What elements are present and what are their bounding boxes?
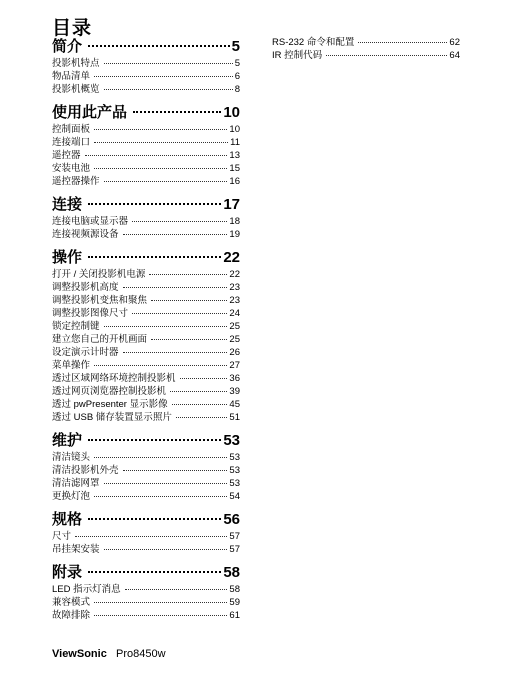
page-number: 57	[229, 531, 240, 542]
section-heading[interactable]	[52, 194, 240, 215]
section-title: 使用此产品	[52, 104, 128, 121]
toc-entry[interactable]	[52, 490, 240, 503]
entry-title: 故障排除	[52, 610, 91, 621]
page-number: 6	[234, 71, 240, 82]
footer-model: Pro8450w	[116, 648, 166, 660]
page-number: 27	[229, 360, 240, 371]
dot-leader	[94, 496, 227, 497]
dot-leader	[149, 274, 227, 275]
section-heading[interactable]	[52, 36, 240, 57]
entry-title: 物品清单	[52, 71, 91, 82]
section-heading[interactable]	[52, 430, 240, 451]
dot-leader	[94, 365, 227, 366]
dot-leader	[88, 439, 221, 441]
toc-entry[interactable]	[52, 175, 240, 188]
page-number: 10	[229, 124, 240, 135]
entry-title: 透过 pwPresenter 显示影像	[52, 399, 168, 410]
entry-title: 遥控器	[52, 150, 81, 161]
toc-entry[interactable]	[52, 215, 240, 228]
entry-title: 遥控器操作	[52, 176, 100, 187]
dot-leader	[133, 111, 221, 113]
dot-leader	[104, 89, 233, 90]
entry-title: 清洁镜头	[52, 452, 91, 463]
page-number: 39	[229, 386, 240, 397]
toc-entry[interactable]	[52, 294, 240, 307]
dot-leader	[358, 42, 447, 43]
page-number: 23	[229, 295, 240, 306]
footer-brand: ViewSonic	[52, 648, 107, 660]
entry-title: 吊挂架安装	[52, 544, 100, 555]
entry-title: 调整投影机高度	[52, 282, 119, 293]
toc-section	[52, 194, 240, 241]
page-number: 62	[449, 37, 460, 48]
entry-title: 透过网页浏览器控制投影机	[52, 386, 167, 397]
section-heading[interactable]	[52, 509, 240, 530]
toc-entry[interactable]	[52, 268, 240, 281]
page-number: 36	[229, 373, 240, 384]
entry-title: 连接电脑或显示器	[52, 216, 129, 227]
page-number: 45	[229, 399, 240, 410]
page-number: 15	[229, 163, 240, 174]
entry-title: 连接端口	[52, 137, 91, 148]
entry-title: 透过 USB 储存装置显示照片	[52, 412, 172, 423]
dot-leader	[123, 352, 228, 353]
page-number: 53	[229, 478, 240, 489]
toc-entry[interactable]	[52, 609, 240, 622]
toc-entry[interactable]	[52, 228, 240, 241]
section-title: 操作	[52, 249, 83, 266]
toc-section	[52, 509, 240, 556]
entry-title: 控制面板	[52, 124, 91, 135]
dot-leader	[88, 45, 230, 47]
toc-entry[interactable]	[52, 359, 240, 372]
entry-title: 尺寸	[52, 531, 72, 542]
toc-left-column	[52, 36, 240, 628]
dot-leader	[88, 571, 221, 573]
section-title: 规格	[52, 511, 83, 528]
entry-title: 锁定控制键	[52, 321, 100, 332]
toc-entry[interactable]	[52, 385, 240, 398]
entry-title: IR 控制代码	[272, 50, 323, 61]
toc-section	[52, 562, 240, 622]
dot-leader	[85, 155, 228, 156]
dot-leader	[94, 142, 228, 143]
toc-entry[interactable]	[52, 346, 240, 359]
toc-right-column	[272, 36, 460, 62]
dot-leader	[104, 326, 228, 327]
dot-leader	[94, 602, 227, 603]
toc-entry[interactable]	[52, 583, 240, 596]
page-number: 22	[223, 249, 240, 266]
page-number: 25	[229, 334, 240, 345]
entry-title: 建立您自己的开机画面	[52, 334, 148, 345]
dot-leader	[326, 55, 447, 56]
dot-leader	[151, 300, 227, 301]
entry-title: 投影机特点	[52, 58, 100, 69]
toc-entry[interactable]	[52, 477, 240, 490]
dot-leader	[176, 417, 228, 418]
toc-entry[interactable]	[52, 596, 240, 609]
page-number: 51	[229, 412, 240, 423]
page-number: 59	[229, 597, 240, 608]
section-heading[interactable]	[52, 102, 240, 123]
entry-title: 透过区域网络环境控制投影机	[52, 373, 176, 384]
dot-leader	[94, 76, 233, 77]
dot-leader	[88, 203, 221, 205]
page-number: 5	[234, 58, 240, 69]
section-title: 连接	[52, 196, 83, 213]
toc-entry[interactable]	[272, 36, 460, 49]
toc-section	[52, 430, 240, 503]
toc-entry[interactable]	[272, 49, 460, 62]
page-number: 16	[229, 176, 240, 187]
page-number: 58	[229, 584, 240, 595]
entry-title: 调整投影机变焦和聚焦	[52, 295, 148, 306]
toc-entry[interactable]	[52, 70, 240, 83]
dot-leader	[172, 404, 228, 405]
dot-leader	[123, 234, 228, 235]
toc-entry[interactable]	[52, 320, 240, 333]
toc-entry[interactable]	[52, 307, 240, 320]
page-number: 8	[234, 84, 240, 95]
toc-entry[interactable]	[52, 83, 240, 96]
dot-leader	[104, 549, 228, 550]
page-number: 26	[229, 347, 240, 358]
entry-title: 菜单操作	[52, 360, 91, 371]
entry-title: 投影机概览	[52, 84, 100, 95]
page-number: 61	[229, 610, 240, 621]
section-title: 简介	[52, 38, 83, 55]
entry-title: RS-232 命令和配置	[272, 37, 355, 48]
page-number: 19	[229, 229, 240, 240]
toc-entry[interactable]	[52, 411, 240, 424]
dot-leader	[88, 256, 221, 258]
toc-entry[interactable]	[52, 543, 240, 556]
toc-entry[interactable]	[52, 149, 240, 162]
toc-entry[interactable]	[52, 451, 240, 464]
dot-leader	[104, 181, 228, 182]
dot-leader	[94, 457, 227, 458]
page-number: 13	[229, 150, 240, 161]
page-number: 64	[449, 50, 460, 61]
section-heading[interactable]	[52, 562, 240, 583]
page-number: 5	[231, 38, 240, 55]
toc-entry[interactable]	[52, 162, 240, 175]
entry-title: 安装电池	[52, 163, 91, 174]
page-number: 58	[223, 564, 240, 581]
page-number: 24	[229, 308, 240, 319]
page-number: 10	[223, 104, 240, 121]
dot-leader	[88, 518, 221, 520]
page-number: 54	[229, 491, 240, 502]
entry-title: 调整投影图像尺寸	[52, 308, 129, 319]
dot-leader	[132, 221, 227, 222]
dot-leader	[123, 287, 228, 288]
page-number: 23	[229, 282, 240, 293]
page-number: 57	[229, 544, 240, 555]
dot-leader	[104, 63, 233, 64]
page-number: 53	[223, 432, 240, 449]
dot-leader	[180, 378, 228, 379]
page-number: 53	[229, 465, 240, 476]
entry-title: 清洁滤网罩	[52, 478, 100, 489]
entry-title: 兼容模式	[52, 597, 91, 608]
toc-entry[interactable]	[52, 398, 240, 411]
toc-entry[interactable]	[52, 464, 240, 477]
toc-section	[52, 102, 240, 188]
entry-title: 设定演示计时器	[52, 347, 119, 358]
dot-leader	[75, 536, 227, 537]
dot-leader	[151, 339, 227, 340]
page-number: 56	[223, 511, 240, 528]
page-title: 目录	[52, 18, 93, 39]
page-number: 22	[229, 269, 240, 280]
page-number: 18	[229, 216, 240, 227]
dot-leader	[104, 483, 228, 484]
footer	[52, 648, 166, 660]
page-number: 17	[223, 196, 240, 213]
dot-leader	[125, 589, 228, 590]
dot-leader	[94, 615, 227, 616]
toc-entry[interactable]	[52, 281, 240, 294]
dot-leader	[94, 168, 227, 169]
toc-entry[interactable]	[52, 57, 240, 70]
toc-section	[52, 36, 240, 96]
page-number: 53	[229, 452, 240, 463]
dot-leader	[170, 391, 227, 392]
page-number: 25	[229, 321, 240, 332]
toc-entry[interactable]	[52, 333, 240, 346]
entry-title: LED 指示灯消息	[52, 584, 121, 595]
dot-leader	[123, 470, 228, 471]
page-number: 11	[230, 137, 240, 148]
toc-entry[interactable]	[52, 123, 240, 136]
entry-title: 清洁投影机外壳	[52, 465, 119, 476]
section-heading[interactable]	[52, 247, 240, 268]
toc-entry[interactable]	[52, 372, 240, 385]
section-title: 维护	[52, 432, 83, 449]
toc-entry[interactable]	[52, 136, 240, 149]
entry-title: 更换灯泡	[52, 491, 91, 502]
entry-title: 打开 / 关闭投影机电源	[52, 269, 146, 280]
dot-leader	[132, 313, 227, 314]
entry-title: 连接视频源设备	[52, 229, 119, 240]
toc-section	[52, 247, 240, 424]
toc-entry[interactable]	[52, 530, 240, 543]
section-title: 附录	[52, 564, 83, 581]
dot-leader	[94, 129, 227, 130]
